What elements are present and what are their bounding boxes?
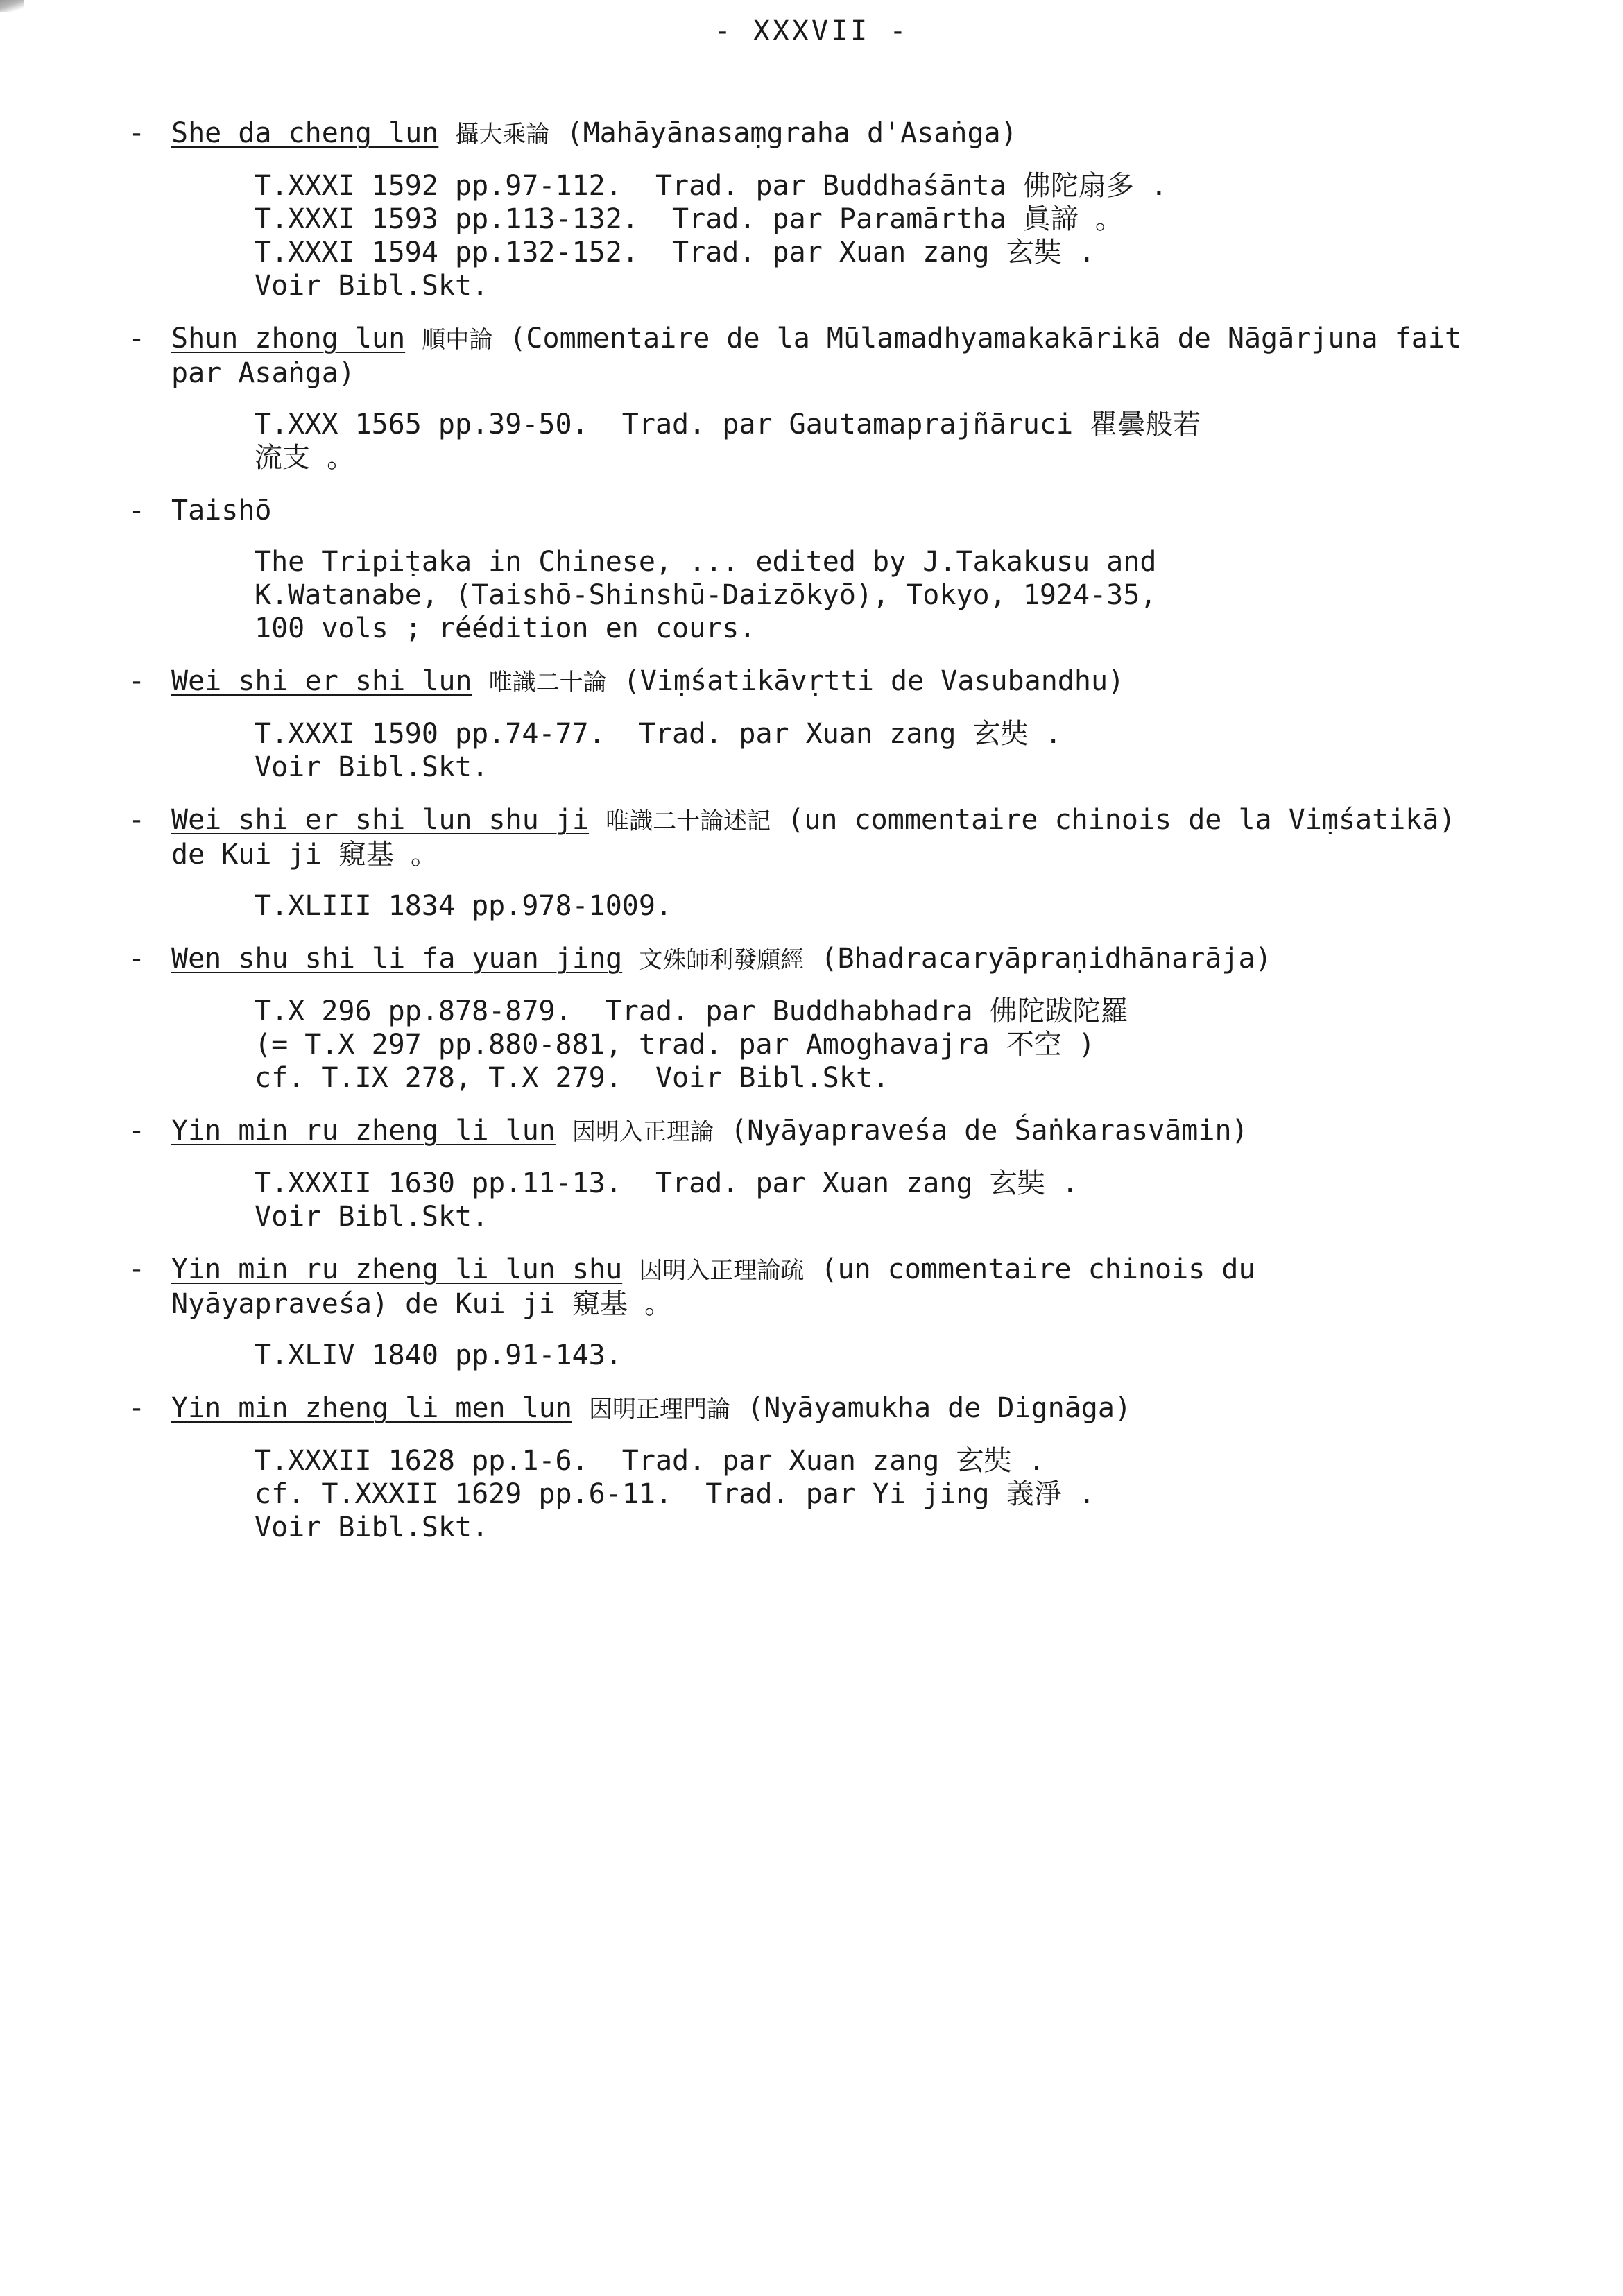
detail-line: The Tripiṭaka in Chinese, ... edited by J.Takakusu and <box>255 546 1157 578</box>
detail-line: Voir Bibl.Skt. <box>255 270 489 302</box>
entry-title: Yin min zheng li men lun <box>171 1392 572 1424</box>
entry-gloss: (Nyāyapraveśa de Śaṅkarasvāmin) <box>730 1115 1248 1147</box>
detail-line: T.X 296 pp.878-879. Trad. par Buddhabhadra 佛陀跋陀羅 <box>255 995 1128 1027</box>
entry-title: Yin min ru zheng li lun shu <box>171 1253 623 1285</box>
entry-details <box>255 717 1481 784</box>
entry-details <box>255 169 1481 302</box>
entry-gloss: (Mahāyānasaṃgraha d'Asaṅga) <box>566 117 1017 149</box>
entry-gloss: (un commentaire chinois de la Viṃśatikā) de Kui ji 窺基 。 <box>171 804 1472 871</box>
entry-dash: - <box>128 1392 146 1424</box>
entry-heading <box>171 665 1481 699</box>
entry-dash: - <box>128 665 146 697</box>
entry-heading <box>171 942 1481 977</box>
scan-corner-mark <box>0 0 24 12</box>
entry-dash: - <box>128 117 146 149</box>
bibliography-entry <box>128 322 1481 474</box>
entry-title: Yin min ru zheng li lun <box>171 1115 556 1147</box>
entry-chinese-title: 唯識二十論 <box>488 669 607 696</box>
entry-chinese-title: 因明正理門論 <box>589 1396 731 1423</box>
entry-heading <box>171 1253 1481 1321</box>
entry-details <box>255 1167 1481 1233</box>
entry-chinese-title: 順中論 <box>422 326 493 354</box>
bibliography-entry <box>128 1253 1481 1372</box>
bibliography-entry <box>128 665 1481 784</box>
entry-gloss: (Commentaire de la Mūlamadhyamakakārikā de Nāgārjuna fait par Asaṅga) <box>171 323 1479 389</box>
entry-dash: - <box>128 1115 146 1147</box>
entry-details <box>255 889 1481 923</box>
entry-dash: - <box>128 943 146 975</box>
bibliography-entry <box>128 494 1481 645</box>
entry-dash: - <box>128 495 146 526</box>
detail-line: T.XXXI 1594 pp.132-152. Trad. par Xuan zang 玄奘 . <box>255 237 1095 268</box>
entry-heading <box>171 494 1481 527</box>
entry-title: Wen shu shi li fa yuan jing <box>171 943 623 975</box>
bibliography-entry <box>128 942 1481 1095</box>
entry-chinese-title: 因明入正理論 <box>572 1118 714 1146</box>
bibliography-entry <box>128 1391 1481 1544</box>
entry-title: Taishō <box>171 495 272 526</box>
detail-line: T.XXXI 1592 pp.97-112. Trad. par Buddhaśānta 佛陀扇多 . <box>255 170 1167 202</box>
entry-heading <box>171 1391 1481 1426</box>
entry-title: Shun zhong lun <box>171 323 406 354</box>
bibliography-entry <box>128 117 1481 302</box>
entry-heading <box>171 322 1481 390</box>
entry-chinese-title: 唯識二十論述記 <box>606 807 771 835</box>
entry-details <box>255 995 1481 1095</box>
entry-chinese-title: 攝大乘論 <box>455 121 550 148</box>
entry-details <box>255 1444 1481 1544</box>
entry-heading <box>171 117 1481 151</box>
detail-line: T.XXX 1565 pp.39-50. Trad. par Gautamaprajñāruci 瞿曇般若 <box>255 409 1201 440</box>
bibliography-entry <box>128 1114 1481 1233</box>
entry-title: Wei shi er shi lun shu ji <box>171 804 590 836</box>
bibliography-entry <box>128 803 1481 923</box>
detail-line: cf. T.XXXII 1629 pp.6-11. Trad. par Yi jing 義淨 . <box>255 1478 1095 1510</box>
entry-details <box>255 408 1481 474</box>
page-number: - XXXVII - <box>714 15 909 47</box>
entry-heading <box>171 803 1481 871</box>
detail-line: T.XXXII 1628 pp.1-6. Trad. par Xuan zang 玄奘 . <box>255 1445 1045 1477</box>
entry-dash: - <box>128 323 146 354</box>
entry-dash: - <box>128 1253 146 1285</box>
detail-line: K.Watanabe, (Taishō-Shinshū-Daizōkyō), Tokyo, 1924-35, <box>255 579 1157 611</box>
detail-line: T.XLIII 1834 pp.978-1009. <box>255 890 673 922</box>
entry-chinese-title: 文殊師利發願經 <box>639 946 805 974</box>
entry-details <box>255 1339 1481 1372</box>
entry-gloss: (un commentaire chinois du Nyāyapraveśa) de Kui ji 窺基 。 <box>171 1253 1272 1320</box>
detail-line: 流支 。 <box>255 442 355 474</box>
entry-gloss: (Bhadracaryāpraṇidhānarāja) <box>821 943 1272 975</box>
detail-line: T.XXXI 1590 pp.74-77. Trad. par Xuan zang 玄奘 . <box>255 718 1062 750</box>
entry-gloss: (Nyāyamukha de Dignāga) <box>747 1392 1132 1424</box>
detail-line: T.XXXI 1593 pp.113-132. Trad. par Paramārtha 眞諦 。 <box>255 203 1123 235</box>
entry-gloss: (Viṃśatikāvṛtti de Vasubandhu) <box>623 665 1125 697</box>
detail-line: Voir Bibl.Skt. <box>255 1201 489 1233</box>
detail-line: T.XXXII 1630 pp.11-13. Trad. par Xuan zang 玄奘 . <box>255 1167 1079 1199</box>
detail-line: cf. T.IX 278, T.X 279. Voir Bibl.Skt. <box>255 1062 890 1094</box>
entry-dash: - <box>128 804 146 836</box>
entry-title: Wei shi er shi lun <box>171 665 472 697</box>
detail-line: 100 vols ; réédition en cours. <box>255 612 756 644</box>
detail-line: Voir Bibl.Skt. <box>255 751 489 783</box>
detail-line: T.XLIV 1840 pp.91-143. <box>255 1339 622 1371</box>
detail-line: (= T.X 297 pp.880-881, trad. par Amoghavajra 不空 ) <box>255 1029 1095 1061</box>
entry-title: She da cheng lun <box>171 117 439 149</box>
detail-line: Voir Bibl.Skt. <box>255 1511 489 1543</box>
bibliography-list <box>128 117 1481 1563</box>
entry-heading <box>171 1114 1481 1149</box>
entry-details <box>255 545 1481 645</box>
entry-chinese-title: 因明入正理論疏 <box>639 1257 805 1285</box>
